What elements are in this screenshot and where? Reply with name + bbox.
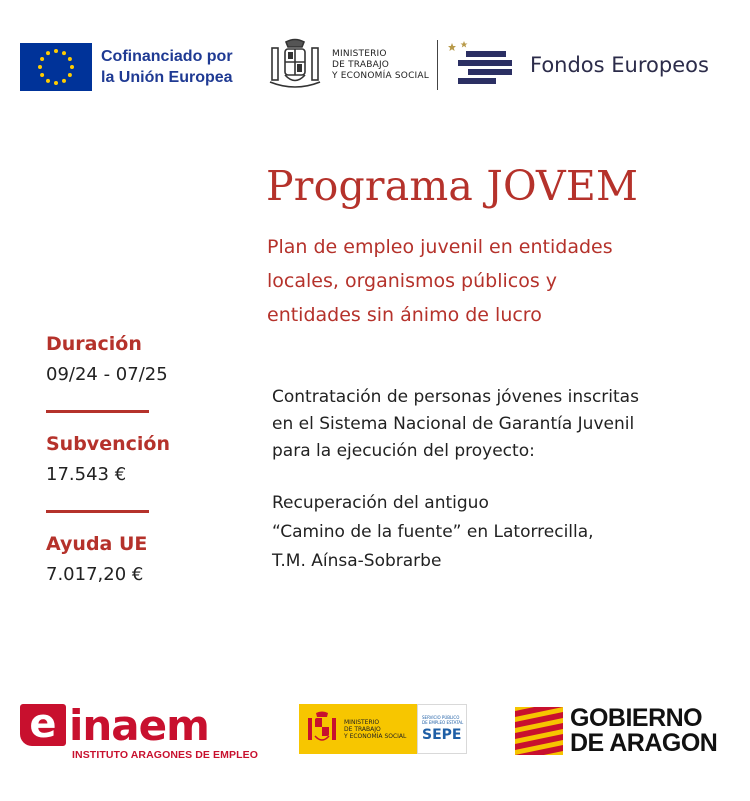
aragon-line-1: GOBIERNO: [570, 704, 703, 732]
sepe-name: SEPE: [422, 727, 462, 743]
project-line: T.M. Aínsa-Sobrarbe: [272, 551, 442, 571]
coat-of-arms-icon: [305, 710, 339, 748]
logo-separator: [437, 40, 438, 90]
fact-divider: [46, 410, 149, 413]
eu-cofinancing-logo: [20, 43, 233, 91]
program-subtitle: [267, 230, 667, 332]
eu-aid-label: Ayuda UE: [46, 533, 148, 555]
subtitle-line: Plan de empleo juvenil en entidades: [267, 236, 613, 258]
project-line: Recuperación del antiguo: [272, 493, 489, 513]
subsidy-label: Subvención: [46, 433, 170, 455]
description-line: Contratación de personas jóvenes inscritas: [272, 387, 639, 407]
subsidy-value: 17.543 €: [46, 464, 127, 485]
description-line: para la ejecución del proyecto:: [272, 441, 535, 461]
project-description: [272, 489, 692, 576]
sepe-small-line-1: SERVICIO PÚBLICO: [422, 715, 460, 720]
subtitle-line: locales, organismos públicos y: [267, 270, 558, 292]
sepe-small-line-2: DE EMPLEO ESTATAL: [422, 720, 464, 725]
ministry-funds-logo: [266, 36, 709, 94]
gobierno-aragon-logo: [515, 706, 717, 756]
fact-divider: [46, 510, 149, 513]
sepe-ministry-line-1: MINISTERIO: [344, 718, 380, 726]
subtitle-line: entidades sin ánimo de lucro: [267, 304, 542, 326]
coat-of-arms-icon: [266, 36, 324, 94]
sepe-logo: [299, 704, 467, 754]
duration-value: 09/24 - 07/25: [46, 364, 168, 385]
inaem-wordmark: inaem: [69, 701, 209, 750]
fondos-europeos-icon: [444, 39, 520, 91]
eu-cofinancing-text: [101, 46, 233, 88]
fondos-europeos-text: Fondos Europeos: [529, 53, 709, 77]
eu-flag-icon: [20, 43, 92, 91]
project-line: “Camino de la fuente” en Latorrecilla,: [272, 522, 594, 542]
description-line: en el Sistema Nacional de Garantía Juvenil: [272, 414, 635, 434]
ministry-line-3: Y ECONOMÍA SOCIAL: [332, 70, 429, 81]
ministry-line-2: DE TRABAJO: [332, 59, 390, 70]
aragon-wordmark: [570, 706, 717, 756]
sepe-ministry-name: [344, 719, 406, 740]
program-description: [272, 384, 692, 465]
program-facts: [46, 333, 206, 585]
inaem-logo: [20, 701, 258, 761]
ministry-name: [332, 49, 429, 82]
aragon-line-2: DE ARAGON: [570, 729, 718, 757]
duration-label: Duración: [46, 333, 142, 355]
program-title: Programa JOVEM: [266, 162, 639, 210]
inaem-e-mark: e: [20, 704, 66, 746]
eu-aid-value: 7.017,20 €: [46, 564, 144, 585]
eu-text-line-1: Cofinanciado por: [101, 48, 233, 65]
sepe-ministry-line-2: DE TRABAJO: [344, 725, 381, 733]
sepe-ministry-panel: [299, 704, 417, 754]
aragon-flag-icon: [515, 707, 563, 755]
sepe-ministry-line-3: Y ECONOMÍA SOCIAL: [344, 732, 407, 740]
ministry-line-1: MINISTERIO: [332, 48, 387, 59]
sepe-panel: [417, 704, 467, 754]
eu-text-line-2: la Unión Europea: [101, 69, 233, 86]
inaem-subtitle: INSTITUTO ARAGONES DE EMPLEO: [72, 749, 258, 761]
